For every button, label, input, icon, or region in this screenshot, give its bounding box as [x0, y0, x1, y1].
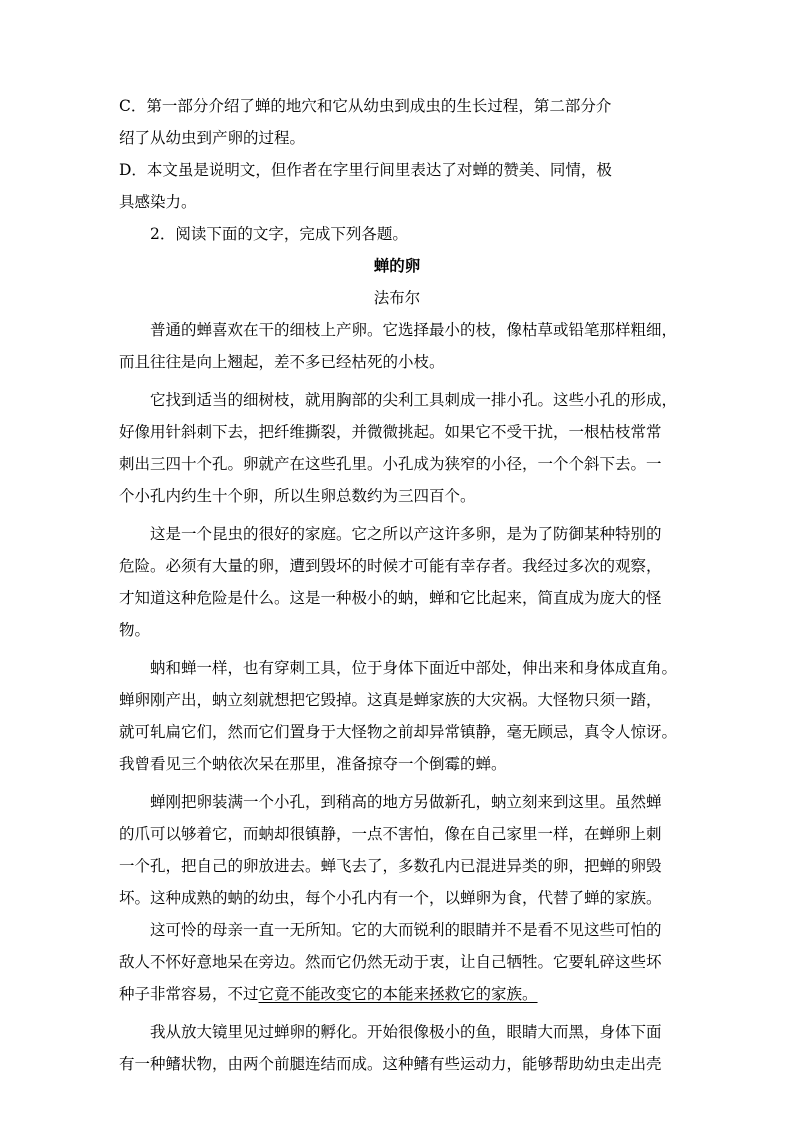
paragraph-line: 个小孔内约生十个卵，所以生卵总数约为三四百个。: [119, 487, 476, 505]
paragraph-5: [119, 786, 675, 914]
paragraph-line: 蚋和蝉一样，也有穿刺工具，位于身体下面近中部处，伸出来和身体成直角。: [150, 659, 678, 677]
paragraph-line: 一个孔，把自己的卵放进去。蝉飞去了，多数孔内已混进异类的卵，把蝉的卵毁: [119, 857, 662, 875]
paragraph-line: 物。: [119, 621, 151, 639]
paragraph-6: [119, 914, 675, 1010]
paragraph-line: 而且往往是向上翘起，差不多已经枯死的小枝。: [119, 353, 445, 371]
option-d-line-1: D．本文虽是说明文，但作者在字里行间里表达了对蝉的赞美、同情，极: [119, 161, 612, 179]
document-page: [119, 90, 678, 1080]
paragraph-line: 蝉刚把卵装满一个小孔，到稍高的地方另做新孔，蚋立刻来到这里。虽然蝉: [150, 793, 662, 811]
article-author: 法布尔: [373, 289, 421, 307]
paragraph-4: [119, 652, 678, 780]
paragraph-1: [119, 314, 678, 378]
underlined-sentence: 它竟不能改变它的本能来拯救它的家族。: [258, 985, 538, 1003]
option-d-line-2: 具感染力。: [119, 193, 197, 211]
option-c-line-1: C．第一部分介绍了蝉的地穴和它从幼虫到成虫的生长过程，第二部分介: [119, 97, 612, 115]
paragraph-line: 刺出三四十个孔。卵就产在这些孔里。小孔成为狭窄的小径，一个个斜下去。一: [119, 455, 662, 473]
paragraph-line: 我曾看见三个蚋依次呆在那里，准备掠夺一个倒霉的蝉。: [119, 755, 507, 773]
plain-text: 种子非常容易，不过: [119, 985, 259, 1003]
question-2-prompt: 2．阅读下面的文字，完成下列各题。: [150, 225, 408, 243]
paragraph-line: 敌人不怀好意地呆在旁边。然而它仍然无动于衷，让自己牺牲。它要轧碎这些坏: [119, 953, 662, 971]
paragraph-3: [119, 518, 675, 646]
paragraph-line: 我从放大镜里见过蝉卵的孵化。开始很像极小的鱼，眼睛大而黑，身体下面: [150, 1023, 662, 1041]
paragraph-line: 有一种鳍状物，由两个前腿连结而成。这种鳍有些运动力，能够帮助幼虫走出壳: [119, 1055, 662, 1073]
option-c-line-2: 绍了从幼虫到产卵的过程。: [119, 129, 306, 147]
paragraph-line: 这是一个昆虫的很好的家庭。它之所以产这许多卵，是为了防御某种特别的: [150, 525, 662, 543]
paragraph-line: 就可轧扁它们，然而它们置身于大怪物之前却异常镇静，毫无顾忌，真令人惊讶。: [119, 723, 678, 741]
paragraph-line: [119, 978, 675, 1010]
paragraph-line: 它找到适当的细树枝，就用胸部的尖利工具刺成一排小孔。这些小孔的形成，: [150, 391, 678, 409]
paragraph-line: 才知道这种危险是什么。这是一种极小的蚋，蝉和它比起来，简直成为庞大的怪: [119, 589, 662, 607]
paragraph-line: 危险。必须有大量的卵，遭到毁坏的时候才可能有幸存者。我经过多次的观察，: [119, 557, 662, 575]
paragraph-line: 普通的蝉喜欢在干的细枝上产卵。它选择最小的枝，像枯草或铅笔那样粗细，: [150, 321, 678, 339]
paragraph-line: 蝉卵刚产出，蚋立刻就想把它毁掉。这真是蝉家族的大灾祸。大怪物只须一踏，: [119, 691, 662, 709]
article-title: 蝉的卵: [373, 256, 421, 275]
paragraph-7: [119, 1016, 675, 1080]
paragraph-line: 坏。这种成熟的蚋的幼虫，每个小孔内有一个，以蝉卵为食，代替了蝉的家族。: [119, 889, 662, 907]
paragraph-line: 的爪可以够着它，而蚋却很镇静，一点不害怕，像在自己家里一样，在蝉卵上刺: [119, 825, 662, 843]
paragraph-line: 这可怜的母亲一直一无所知。它的大而锐利的眼睛并不是看不见这些可怕的: [150, 921, 662, 939]
paragraph-line: 好像用针斜刺下去，把纤维撕裂，并微微挑起。如果它不受干扰，一根枯枝常常: [119, 423, 662, 441]
paragraph-2: [119, 384, 678, 512]
